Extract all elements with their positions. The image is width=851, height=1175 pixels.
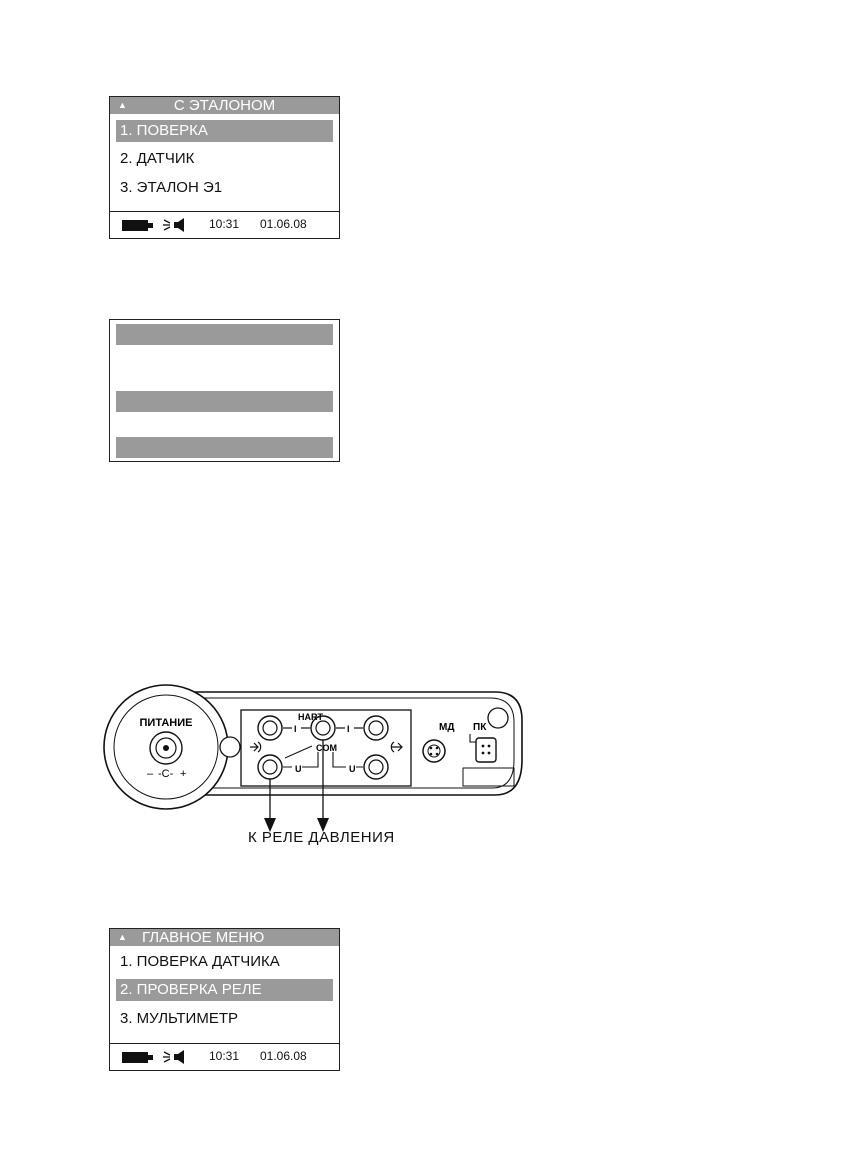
highlight-bar bbox=[116, 437, 333, 458]
svg-text:–: – bbox=[147, 768, 154, 780]
battery-icon bbox=[122, 1052, 148, 1063]
menu-item-etalon-e1[interactable]: 3. ЭТАЛОН Э1 bbox=[120, 179, 223, 196]
speaker-icon bbox=[162, 217, 186, 233]
screen-title: ГЛАВНОЕ МЕНЮ bbox=[142, 929, 265, 946]
power-label: ПИТАНИЕ bbox=[139, 717, 193, 729]
menu-item-relay-check[interactable]: 2. ПРОВЕРКА РЕЛЕ bbox=[116, 979, 333, 1001]
lcd-screen-main-menu bbox=[109, 928, 340, 1071]
lcd-screen-blank bbox=[109, 319, 340, 462]
status-bar bbox=[110, 1043, 339, 1070]
clock-date: 01.06.08 bbox=[260, 217, 307, 231]
screen-title-bar bbox=[110, 929, 339, 946]
screen-title-bar bbox=[110, 97, 339, 114]
highlight-bar bbox=[116, 324, 333, 345]
pc-label: ПК bbox=[473, 722, 487, 733]
status-bar bbox=[110, 211, 339, 238]
menu-item-verification[interactable]: 1. ПОВЕРКА bbox=[116, 120, 333, 142]
battery-icon bbox=[122, 220, 148, 231]
menu-item-multimeter[interactable]: 3. МУЛЬТИМЕТР bbox=[120, 1010, 239, 1027]
pc-connector-icon bbox=[476, 738, 496, 762]
lcd-screen-etalon bbox=[109, 96, 340, 239]
clock-date: 01.06.08 bbox=[260, 1049, 307, 1063]
u-label: U bbox=[349, 764, 356, 774]
i-label: I bbox=[347, 724, 350, 734]
knob-icon bbox=[220, 737, 240, 757]
knob-icon bbox=[488, 708, 508, 728]
md-label: МД bbox=[439, 722, 455, 733]
up-down-arrows-icon: ▲ bbox=[118, 932, 127, 942]
md-connector-icon bbox=[423, 740, 445, 762]
svg-text:+: + bbox=[180, 768, 187, 780]
speaker-icon bbox=[162, 1049, 186, 1065]
screen-title: С ЭТАЛОНОМ bbox=[173, 97, 276, 114]
u-label: U bbox=[295, 764, 302, 774]
clock-time: 10:31 bbox=[209, 1049, 240, 1063]
up-down-arrows-icon: ▲ bbox=[118, 100, 127, 110]
hart-label: HART bbox=[298, 712, 323, 722]
device-connector-panel bbox=[100, 680, 530, 880]
highlight-bar bbox=[116, 391, 333, 412]
menu-item-sensor-verification[interactable]: 1. ПОВЕРКА ДАТЧИКА bbox=[120, 953, 280, 970]
i-label: I bbox=[294, 724, 297, 734]
relay-caption: К РЕЛЕ ДАВЛЕНИЯ bbox=[248, 829, 395, 846]
svg-text:-С-: -С- bbox=[158, 768, 174, 780]
com-label: COM bbox=[316, 743, 337, 753]
clock-time: 10:31 bbox=[209, 217, 240, 231]
menu-item-sensor[interactable]: 2. ДАТЧИК bbox=[120, 150, 195, 167]
